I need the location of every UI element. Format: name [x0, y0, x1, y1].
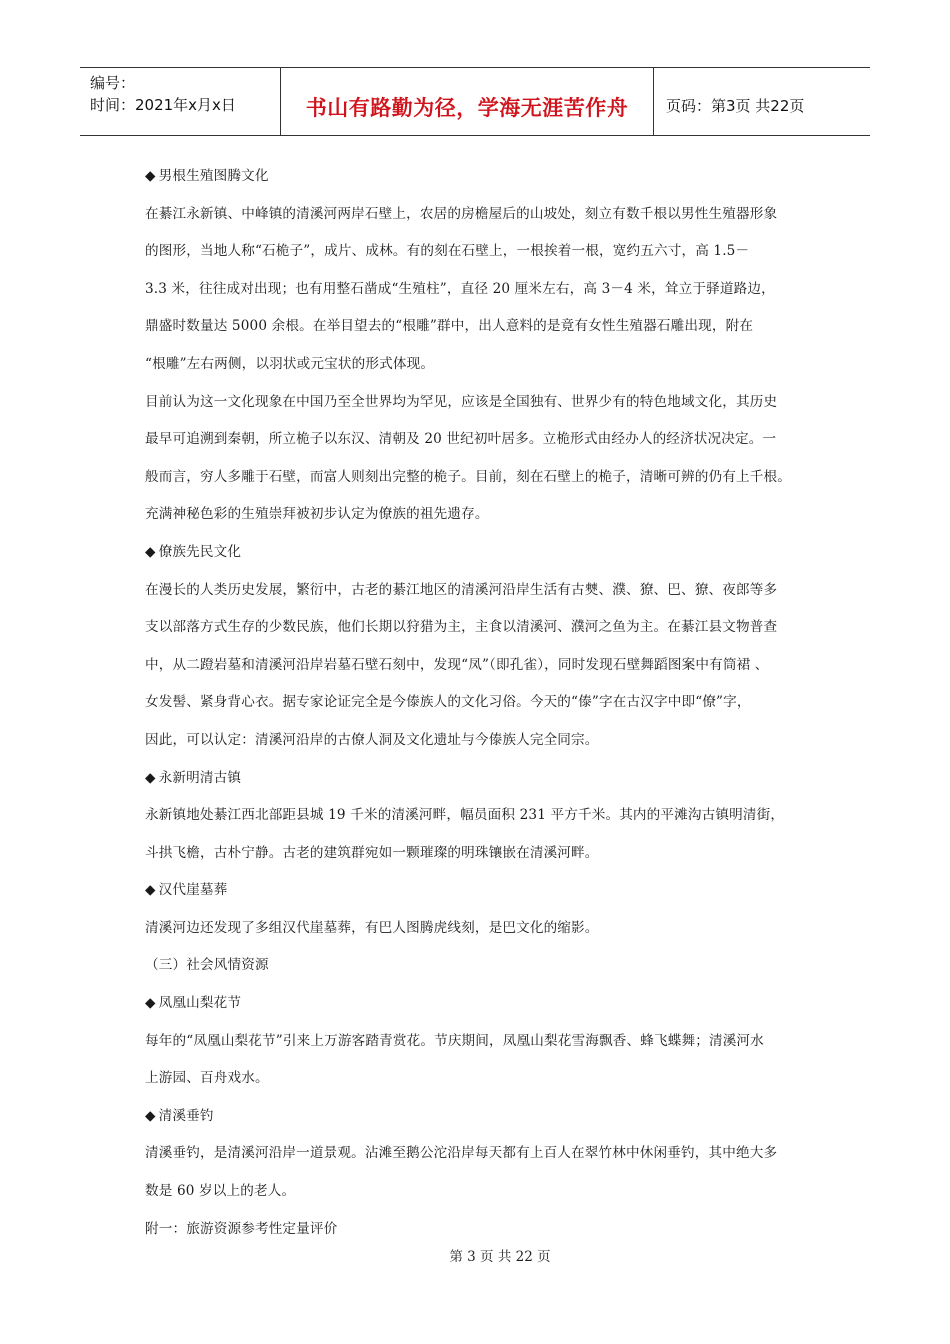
paragraph-line [145, 384, 815, 422]
line-text: 鼎盛时数量达 5000 余根。在举目望去的“根雕”群中，出人意料的是竟有女性生殖器石雕出现，附在 [145, 318, 754, 335]
line-text: 数是 60 岁以上的老人。 [145, 1183, 296, 1200]
paragraph-line [145, 1173, 815, 1211]
paragraph-line [145, 722, 815, 760]
line-text: 永新明清古镇 [158, 769, 242, 786]
paragraph-line [145, 233, 815, 271]
motto-text: 书山有路勤为径，学海无涯苦作舟 [305, 95, 629, 120]
paragraph-line [145, 910, 815, 948]
page-footer: 第 3 页 共 22 页 [449, 1249, 551, 1265]
paragraph-line [145, 647, 815, 685]
line-text: 的图形，当地人称“石桅子”，成片、成林。有的刻在石壁上，一根挨着一根，宽约五六寸，高 1.5－ [145, 243, 750, 260]
paragraph-line [145, 271, 815, 309]
paragraph-line [145, 421, 815, 459]
diamond-bullet-icon: ◆ [145, 1107, 156, 1124]
paragraph-line [145, 947, 815, 985]
diamond-bullet-icon: ◆ [145, 995, 156, 1012]
paragraph-line [145, 572, 815, 610]
line-text: 每年的“凤凰山梨花节”引来上万游客踏青赏花。节庆期间，凤凰山梨花雪海飘香、蜂飞蝶舞；清溪河水 [145, 1032, 764, 1049]
paragraph-line [145, 1211, 815, 1249]
diamond-bullet-icon: ◆ [145, 769, 156, 786]
document-date: 时间：2021年x月x日 [90, 96, 236, 114]
section-heading [145, 872, 815, 910]
document-body [145, 158, 815, 1248]
paragraph-line [145, 346, 815, 384]
line-text: 上游园、百舟戏水。 [145, 1070, 269, 1087]
diamond-bullet-icon: ◆ [145, 543, 156, 560]
line-text: 因此，可以认定：清溪河沿岸的古僚人洞及文化遗址与今傣族人完全同宗。 [145, 731, 599, 748]
line-text: 般而言，穷人多雕于石壁，而富人则刻出完整的桅子。目前，刻在石壁上的桅子，清晰可辨的仍有上千根。 [145, 468, 791, 485]
paragraph-line [145, 196, 815, 234]
paragraph-line [145, 1060, 815, 1098]
line-text: 斗拱飞檐，古朴宁静。古老的建筑群宛如一颗璀璨的明珠镶嵌在清溪河畔。 [145, 844, 599, 861]
header-motto-cell [281, 68, 654, 135]
diamond-bullet-icon: ◆ [145, 168, 156, 184]
line-text: 3.3 米，往往成对出现；也有用整石凿成“生殖柱”，直径 20 厘米左右，高 3－4 米，耸立于驿道路边， [145, 280, 775, 297]
line-text: 汉代崖墓葬 [158, 882, 228, 899]
line-text: 女发髻、紧身背心衣。据专家论证完全是今傣族人的文化习俗。今天的“傣”字在古汉字中即“僚”字， [145, 694, 751, 711]
paragraph-line [145, 496, 815, 534]
line-text: 目前认为这一文化现象在中国乃至全世界均为罕见，应该是全国独有、世界少有的特色地域文化，其历史 [145, 393, 778, 410]
line-text: 僚族先民文化 [158, 543, 242, 560]
paragraph-line [145, 1023, 815, 1061]
line-text: 凤凰山梨花节 [158, 995, 242, 1012]
line-text: 在漫长的人类历史发展，繁衍中，古老的綦江地区的清溪河沿岸生活有古僰、濮、獠、巴、獠、夜郎等多 [145, 581, 778, 598]
line-text: 在綦江永新镇、中峰镇的清溪河两岸石壁上，农居的房檐屋后的山坡处，刻立有数千根以男性生殖器形象 [145, 205, 778, 222]
diamond-bullet-icon: ◆ [145, 882, 156, 899]
paragraph-line [145, 609, 815, 647]
paragraph-line [145, 835, 815, 873]
page-number-info: 页码：第3页 共22页 [666, 97, 805, 115]
header-page-info [654, 68, 870, 135]
section-heading [145, 1098, 815, 1136]
paragraph-line [145, 459, 815, 497]
paragraph-line [145, 308, 815, 346]
line-text: 中，从二蹬岩墓和清溪河沿岸岩墓石壁石刻中，发现“凤”（即孔雀），同时发现石壁舞蹈图案中有筒裙 、 [145, 656, 769, 673]
line-text: 最早可追溯到秦朝，所立桅子以东汉、清朝及 20 世纪初叶居多。立桅形式由经办人的经济状况决定。一 [145, 431, 777, 448]
section-heading [145, 760, 815, 798]
section-heading [145, 534, 815, 572]
paragraph-line [145, 797, 815, 835]
line-text: 清溪河边还发现了多组汉代崖墓葬，有巴人图腾虎线刻，是巴文化的缩影。 [145, 919, 599, 936]
line-text: （三）社会风情资源 [145, 957, 269, 974]
paragraph-line [145, 1135, 815, 1173]
line-text: 永新镇地处綦江西北部距县城 19 千米的清溪河畔，幅员面积 231 平方千米。其内的平滩沟古镇明清街， [145, 807, 785, 824]
line-text: 男根生殖图腾文化 [158, 168, 269, 184]
section-heading [145, 985, 815, 1023]
page-header [80, 67, 870, 136]
line-text: 清溪垂钓，是清溪河沿岸一道景观。沾滩至鹅公沱沿岸每天都有上百人在翠竹林中休闲垂钓，其中绝大多 [145, 1145, 778, 1162]
paragraph-line [145, 684, 815, 722]
document-number-label: 编号： [90, 74, 136, 92]
section-heading [145, 158, 815, 196]
header-meta [80, 68, 281, 135]
line-text: 清溪垂钓 [158, 1107, 214, 1124]
line-text: “根雕”左右两侧，以羽状或元宝状的形式体现。 [145, 355, 435, 372]
line-text: 充满神秘色彩的生殖崇拜被初步认定为僚族的祖先遗存。 [145, 506, 489, 523]
line-text: 支以部落方式生存的少数民族，他们长期以狩猎为主，主食以清溪河、濮河之鱼为主。在綦江县文物普查 [145, 619, 778, 636]
line-text: 附一：旅游资源参考性定量评价 [145, 1220, 338, 1237]
